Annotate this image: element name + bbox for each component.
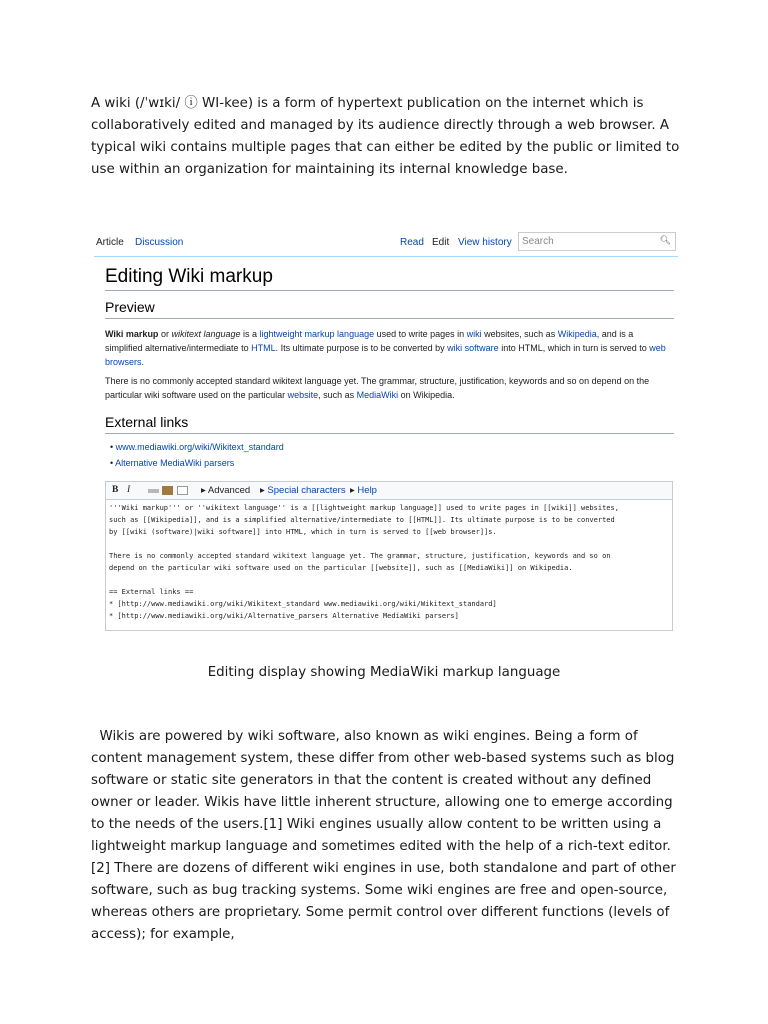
- tab-read: Read: [400, 237, 424, 248]
- editor-line: such as [[Wikipedia]], and is a simplified alternative/intermediate to [[HTML]]. Its ultimate purpose is to be converted: [109, 516, 615, 524]
- editor-line: * [http://www.mediawiki.org/wiki/Alternative_parsers Alternative MediaWiki parsers]: [109, 612, 459, 620]
- editor-line: == External links ==: [109, 588, 194, 596]
- tab-view-history: View history: [458, 237, 512, 248]
- search-input: [518, 232, 676, 251]
- external-links-heading: External links: [105, 414, 189, 430]
- preview-heading: Preview: [105, 299, 155, 315]
- mediawiki-edit-screenshot: [94, 228, 678, 632]
- body-paragraph: Wikis are powered by wiki software, also known as wiki engines. Being a form of content management system, these differ from other web-based systems such as blog software or static site generators in that the content is created without any defined owner or leader. Wikis have little inherent structure, allowing one to emerge according to the needs of the users.[1] Wiki engines usually allow content to be written using a lightweight markup language and sometimes edited with the help of a rich-text editor.[2] There are dozens of different wiki engines in use, both standalone and part of other software, such as bug tracking systems. Some wiki engines are free and open-source, whereas others are proprietary. Some permit control over different functions (levels of access); for example,: [91, 729, 681, 942]
- italic-button: I: [127, 485, 131, 495]
- tab-bar: [94, 228, 678, 257]
- page-title: Editing Wiki markup: [105, 266, 273, 287]
- editor-line: * [http://www.mediawiki.org/wiki/Wikitext_standard www.mediawiki.org/wiki/Wikitext_standard]: [109, 600, 497, 608]
- preview-divider: [105, 318, 674, 319]
- link-icon: [148, 489, 159, 493]
- image-icon: [162, 486, 173, 495]
- preview-paragraph-2: There is no commonly accepted standard wikitext language yet. The grammar, structure, justification, keywords and so on depend on the particular wiki software used on the particular website, such as MediaWiki on Wikipedia.: [105, 376, 650, 400]
- help-menu: ▸ Help: [350, 485, 377, 496]
- tab-discussion: Discussion: [135, 237, 184, 248]
- editor-line: '''Wiki markup''' or ''wikitext language'' is a [[lightweight markup language]] used to write pages in [[wiki]] websites,: [109, 504, 619, 512]
- editor-line: There is no commonly accepted standard wikitext language yet. The grammar, structure, justification, keywords and so on: [109, 552, 611, 560]
- wikitext-editor: [105, 499, 673, 631]
- intro-paragraph: A wiki (/ˈwɪki/ ⓘ WI-kee) is a form of hypertext publication on the internet which is collaboratively edited and managed by its audience directly through a web browser. A typical wiki contains multiple pages that can either be edited by the public or limited to use within an organization for maintaining its internal knowledge base.: [91, 96, 680, 177]
- editor-toolbar: [105, 481, 673, 499]
- figure-caption: Editing display showing MediaWiki markup language: [207, 665, 561, 680]
- advanced-menu: ▸ Advanced: [201, 485, 251, 496]
- tab-edit: Edit: [432, 237, 450, 248]
- search-placeholder: Search: [522, 236, 554, 247]
- external-link-2: • Alternative MediaWiki parsers: [110, 458, 234, 468]
- special-characters-menu: ▸ Special characters: [260, 485, 346, 496]
- editor-line: by [[wiki (software)|wiki software]] into HTML, which in turn is served to [[web browser]]s.: [109, 528, 497, 536]
- external-links-divider: [105, 433, 674, 434]
- bold-button: B: [112, 485, 119, 495]
- magnifier-icon: 🔍︎: [659, 235, 671, 245]
- external-link-1: • www.mediawiki.org/wiki/Wikitext_standard: [110, 442, 284, 452]
- reference-icon: [177, 486, 188, 495]
- tab-article: Article: [96, 237, 124, 248]
- preview-paragraph-1: Wiki markup or wikitext language is a lightweight markup language used to write pages in wiki websites, such as Wikipedia, and is a simplified alternative/intermediate to HTML. Its ultimate purpose is to be converted by wiki software into HTML, which in turn is served to web browsers.: [105, 329, 666, 367]
- editor-line: depend on the particular wiki software used on the particular [[website]], such as [[MediaWiki]] on Wikipedia.: [109, 564, 573, 572]
- title-divider: [105, 290, 674, 291]
